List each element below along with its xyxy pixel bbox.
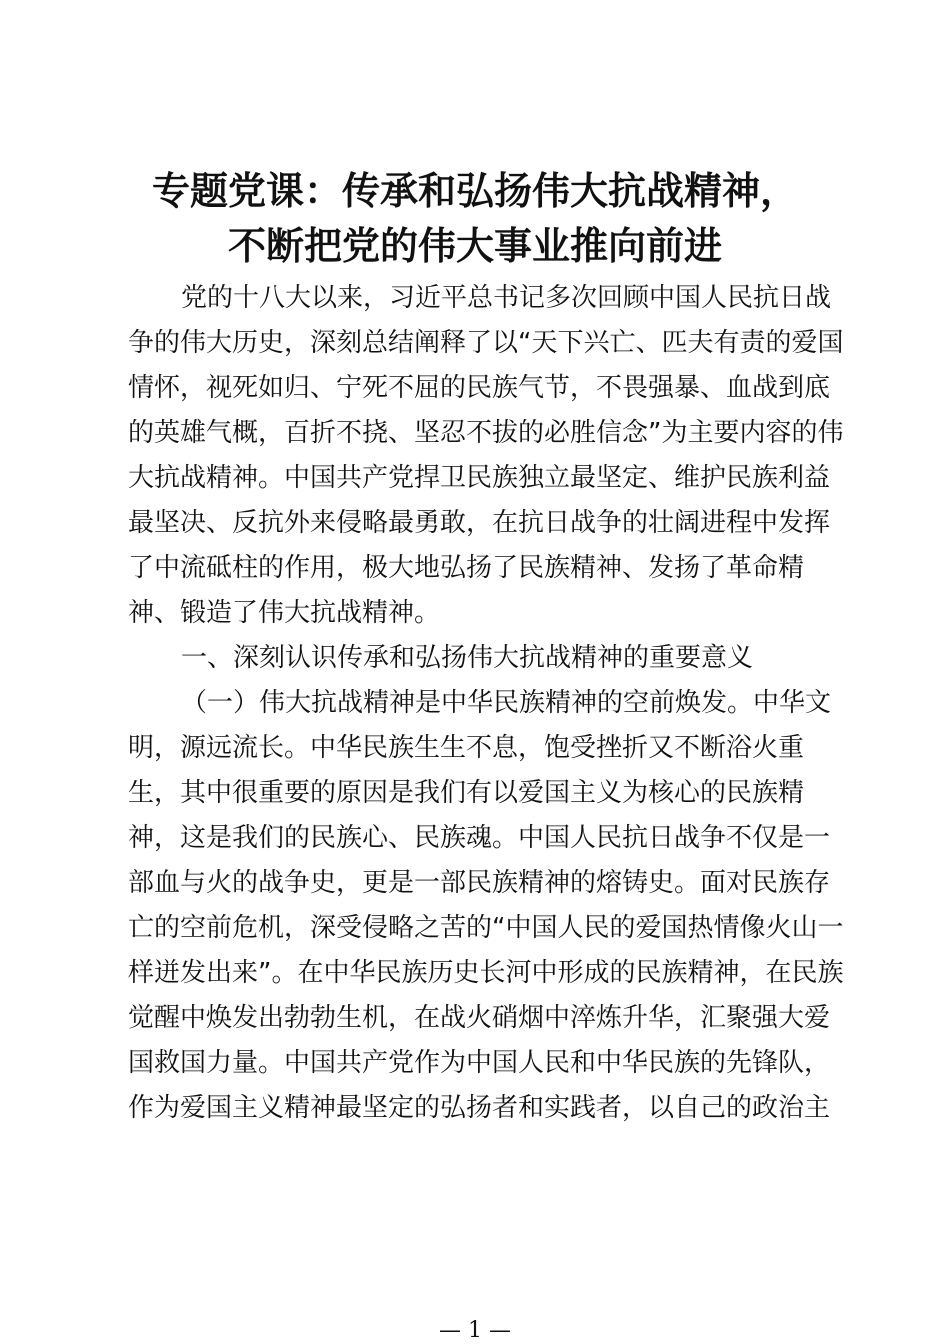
paragraph-line: 争的伟大历史，深刻总结阐释了以“天下兴亡、匹夫有责的爱国	[128, 328, 844, 358]
document-title-line-1: 专题党课：传承和弘扬伟大抗战精神，	[151, 169, 798, 213]
paragraph-line: 最坚决、反抗外来侵略最勇敢，在抗日战争的壮阔进程中发挥	[128, 508, 831, 538]
paragraph-line: 了中流砥柱的作用，极大地弘扬了民族精神、发扬了革命精	[128, 553, 805, 583]
paragraph-line: 国救国力量。中国共产党作为中国人民和中华民族的先锋队，	[128, 1048, 831, 1078]
section-heading: 一、深刻认识传承和弘扬伟大抗战精神的重要意义	[181, 643, 754, 673]
paragraph-line: 情怀，视死如归、宁死不屈的民族气节，不畏强暴、血战到底	[128, 373, 831, 403]
document-body	[128, 276, 844, 1131]
paragraph-line: 党的十八大以来，习近平总书记多次回顾中国人民抗日战	[181, 283, 832, 313]
paragraph-line: 明，源远流长。中华民族生生不息，饱受挫折又不断浴火重	[128, 733, 805, 763]
paragraph-line: 觉醒中焕发出勃勃生机，在战火硝烟中淬炼升华，汇聚强大爱	[128, 1003, 831, 1033]
document-title-line-2: 不断把党的伟大事业推向前进	[227, 224, 722, 268]
paragraph-line: 部血与火的战争史，更是一部民族精神的熔铸史。面对民族存	[128, 868, 831, 898]
paragraph-line: 的英雄气概，百折不挠、坚忍不拔的必胜信念”为主要内容的伟	[128, 418, 844, 448]
paragraph-line: 神，这是我们的民族心、民族魂。中国人民抗日战争不仅是一	[128, 823, 831, 853]
page-number: — 1 —	[439, 1318, 511, 1343]
paragraph-line: 大抗战精神。中国共产党捍卫民族独立最坚定、维护民族利益	[128, 463, 831, 493]
paragraph-line: 样迸发出来”。在中华民族历史长河中形成的民族精神，在民族	[128, 958, 844, 988]
paragraph-line: 神、锻造了伟大抗战精神。	[128, 598, 441, 628]
paragraph-line: 生，其中很重要的原因是我们有以爱国主义为核心的民族精	[128, 778, 805, 808]
paragraph-line: 作为爱国主义精神最坚定的弘扬者和实践者，以自己的政治主	[128, 1093, 831, 1123]
paragraph-line: 亡的空前危机，深受侵略之苦的“中国人民的爱国热情像火山一	[128, 913, 844, 943]
paragraph-line: （一）伟大抗战精神是中华民族精神的空前焕发。中华文	[181, 688, 832, 718]
